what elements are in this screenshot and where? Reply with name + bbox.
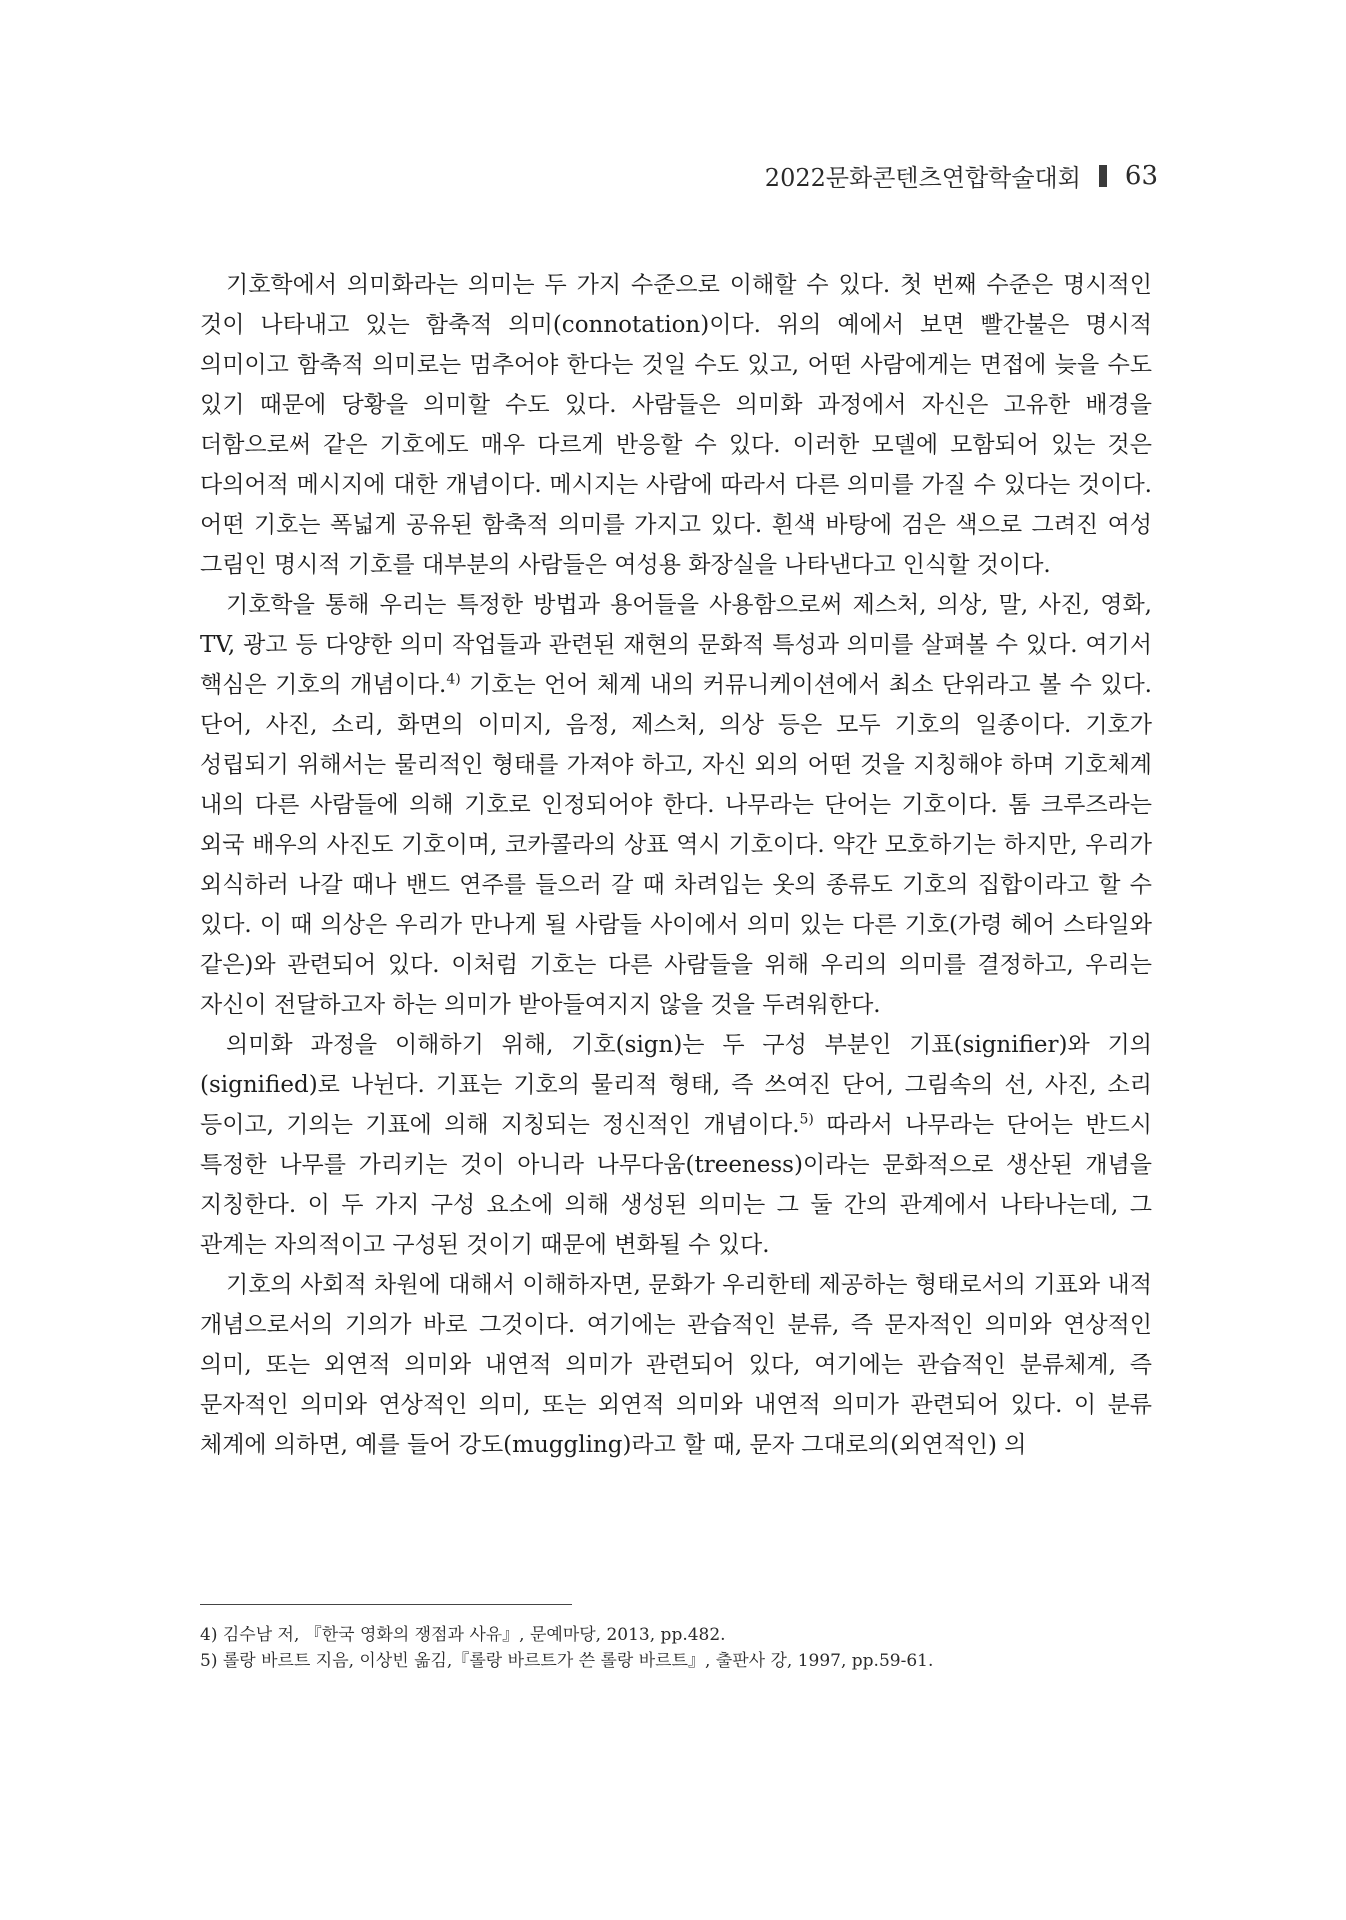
paragraph-4 (200, 1265, 1152, 1465)
header-divider-bar (1099, 165, 1107, 187)
paragraph-2-text-b: 기호는 언어 체계 내의 커뮤니케이션에서 최소 단위라고 볼 수 있다. 단어, 사진, 소리, 화면의 이미지, 음정, 제스처, 의상 등은 모두 기호의 일종이다. 기호가 성립되기 위해서는 물리적인 형태를 가져야 하고, 자신 외의 어떤 것을 지칭해야 하며 기호체계 내의 다른 사람들에 의해 기호로 인정되어야 한다. 나무라는 단어는 기호이다. 톰 크루즈라는 외국 배우의 사진도 기호이며, 코카콜라의 상표 역시 기호이다. 약간 모호하기는 하지만, 우리가 외식하러 나갈 때나 밴드 연주를 들으러 갈 때 차려입는 옷의 종류도 기호의 집합이라고 할 수 있다. 이 때 의상은 우리가 만나게 될 사람들 사이에서 의미 있는 다른 기호(가령 헤어 스타일와 같은)와 관련되어 있다. 이처럼 기호는 다른 사람들을 위해 우리의 의미를 결정하고, 우리는 자신이 전달하고자 하는 의미가 받아들여지지 않을 것을 두려워한다. (200, 672, 1152, 1018)
paragraph-2 (200, 585, 1152, 1025)
paragraph-4-text: 기호의 사회적 차원에 대해서 이해하자면, 문화가 우리한테 제공하는 형태로서의 기표와 내적 개념으로서의 기의가 바로 그것이다. 여기에는 관습적인 분류, 즉 문자적인 의미와 연상적인 의미, 또는 외연적 의미와 내연적 의미가 관련되어 있다, 여기에는 관습적인 분류체계, 즉 문자적인 의미와 연상적인 의미, 또는 외연적 의미와 내연적 의미가 관련되어 있다. 이 분류 체계에 의하면, 예를 들어 강도(muggling)라고 할 때, 문자 그대로의(외연적인) 의 (200, 1272, 1152, 1458)
paragraph-1-text: 기호학에서 의미화라는 의미는 두 가지 수준으로 이해할 수 있다. 첫 번째 수준은 명시적인 것이 나타내고 있는 함축적 의미(connotation)이다. 위의 예에서 보면 빨간불은 명시적 의미이고 함축적 의미로는 멈추어야 한다는 것일 수도 있고, 어떤 사람에게는 면접에 늦을 수도 있기 때문에 당황을 의미할 수도 있다. 사람들은 의미화 과정에서 자신은 고유한 배경을 더함으로써 같은 기호에도 매우 다르게 반응할 수 있다. 이러한 모델에 모함되어 있는 것은 다의어적 메시지에 대한 개념이다. 메시지는 사람에 따라서 다른 의미를 가질 수 있다는 것이다. 어떤 기호는 폭넓게 공유된 함축적 의미를 가지고 있다. 흰색 바탕에 검은 색으로 그려진 여성 그림인 명시적 기호를 대부분의 사람들은 여성용 화장실을 나타낸다고 인식할 것이다. (200, 272, 1152, 578)
footnote-ref-4: 4) (446, 671, 461, 688)
paragraph-1 (200, 265, 1152, 585)
footnote-ref-5: 5) (799, 1111, 814, 1128)
header-title: 2022문화콘텐츠연합학술대회 (764, 164, 1081, 192)
footnote-4: 4) 김수남 저, 『한국 영화의 쟁점과 사유』, 문예마당, 2013, pp.482. (200, 1625, 726, 1645)
footnote-5: 5) 롤랑 바르트 지음, 이상빈 옮김,『롤랑 바르트가 쓴 롤랑 바르트』, 출판사 강, 1997, pp.59-61. (200, 1651, 934, 1671)
footnote-divider (200, 1604, 572, 1605)
paragraph-3-text-b: 따라서 나무라는 단어는 반드시 특정한 나무를 가리키는 것이 아니라 나무다움(treeness)이라는 문화적으로 생산된 개념을 지칭한다. 이 두 가지 구성 요소에 의해 생성된 의미는 그 둘 간의 관계에서 나타나는데, 그 관계는 자의적이고 구성된 것이기 때문에 변화될 수 있다. (200, 1112, 1152, 1258)
running-header (765, 158, 1158, 193)
page-number: 63 (1124, 160, 1158, 191)
body-text (200, 265, 1152, 1465)
paragraph-3-text-a: 의미화 과정을 이해하기 위해, 기호(sign)는 두 구성 부분인 기표(signifier)와 기의(signified)로 나뉜다. 기표는 기호의 물리적 형태, 즉 쓰여진 단어, 그림속의 선, 사진, 소리 등이고, 기의는 기표에 의해 지칭되는 정신적인 개념이다. (200, 1032, 1152, 1138)
paragraph-3 (200, 1025, 1152, 1265)
footnotes (200, 1622, 1152, 1674)
paragraph-2-text-a: 기호학을 통해 우리는 특정한 방법과 용어들을 사용함으로써 제스처, 의상, 말, 사진, 영화, TV, 광고 등 다양한 의미 작업들과 관련된 재현의 문화적 특성과 의미를 살펴볼 수 있다. 여기서 핵심은 기호의 개념이다. (200, 592, 1152, 698)
